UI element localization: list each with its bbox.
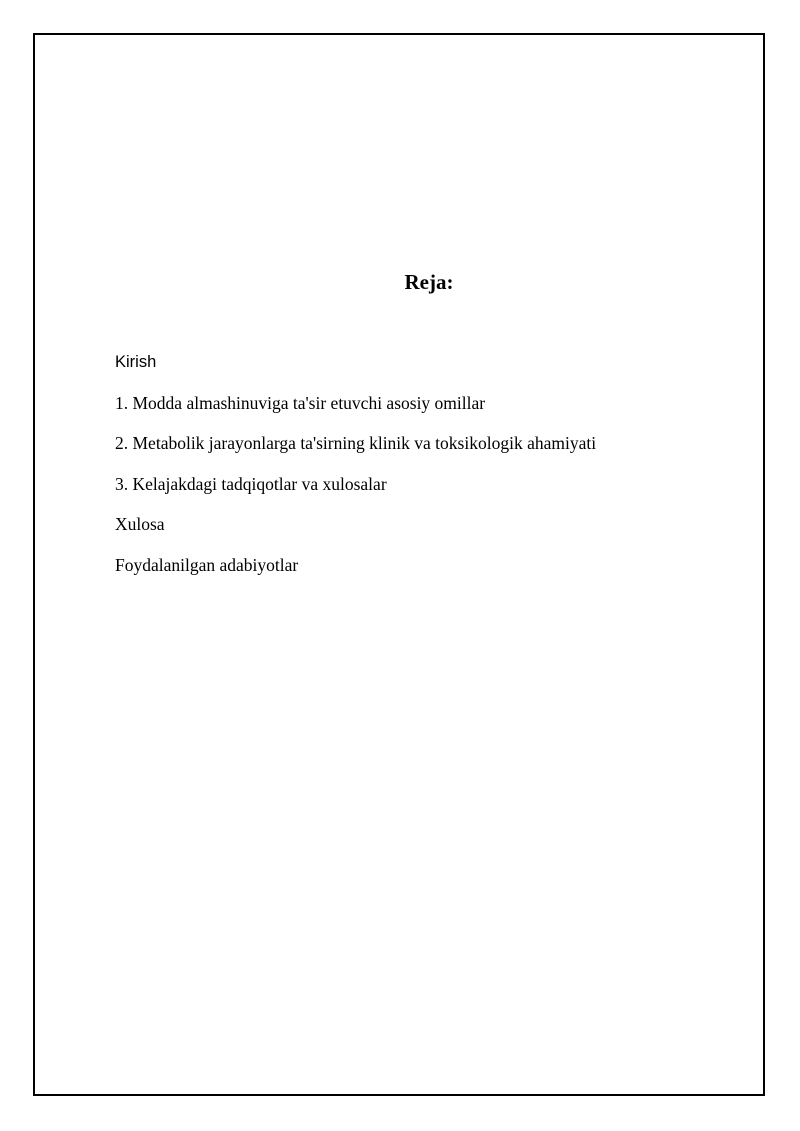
toc-item-chapter-1: 1. Modda almashinuviga ta'sir etuvchi asosiy omillar [115,392,486,413]
toc-item-conclusion: Xulosa [115,514,165,534]
table-of-contents [115,350,596,593]
toc-item-introduction: Kirish [115,353,157,371]
toc-item-chapter-3: 3. Kelajakdagi tadqiqotlar va xulosalar [115,473,387,494]
page-title: Reja: [404,270,454,294]
toc-item-chapter-2: 2. Metabolik jarayonlarga ta'sirning klinik va toksikologik ahamiyati [115,433,597,453]
toc-item-references: Foydalanilgan adabiyotlar [115,554,299,575]
